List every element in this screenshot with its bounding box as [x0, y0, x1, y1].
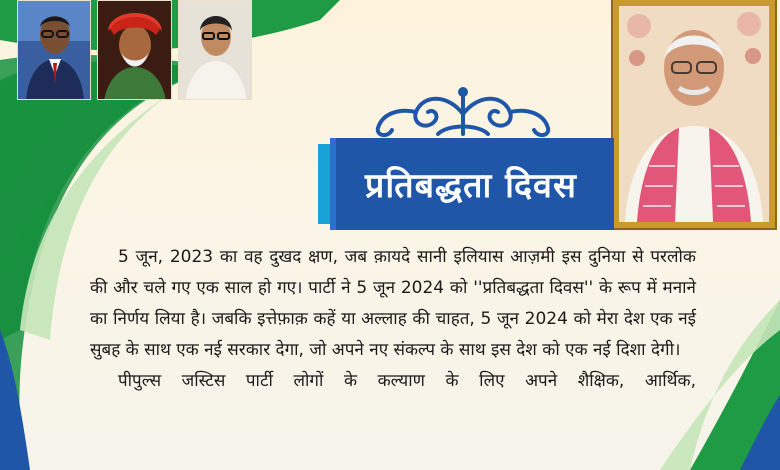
portrait-leader-3: [178, 0, 252, 100]
article-paragraph-1: 5 जून, 2023 का वह दुखद क्षण, जब क़ायदे सानी इलियास आज़मी इस दुनिया से परलोक की और चले गए एक साल हो गए। पार्टी ने 5 जून 2024 को ''प्रतिबद्धता दिवस'' के रूप में मनाने का निर्णय लिया है। जबकि इत्तेफ़ाक़ कहें या अल्लाह की चाहत, 5 जून 2024 को मेरा देश एक नई सुबह के साथ एक नई सरकार देगा, जो अपने नए संकल्प के साथ इस देश को एक नई दिशा देगी।: [90, 247, 696, 360]
banner-title: प्रतिबद्धता दिवस: [365, 166, 577, 206]
portrait-leader-2: [97, 0, 172, 100]
title-banner: [318, 138, 614, 230]
ornament-flourish: [368, 84, 558, 140]
article-body: [90, 242, 696, 397]
memorial-photo-frame: [613, 0, 775, 228]
article-paragraph-2: पीपुल्स जस्टिस पार्टी लोगों के कल्याण के लिए अपने शैक्षिक, आर्थिक,: [118, 371, 696, 391]
portrait-leader-1: [17, 0, 91, 100]
